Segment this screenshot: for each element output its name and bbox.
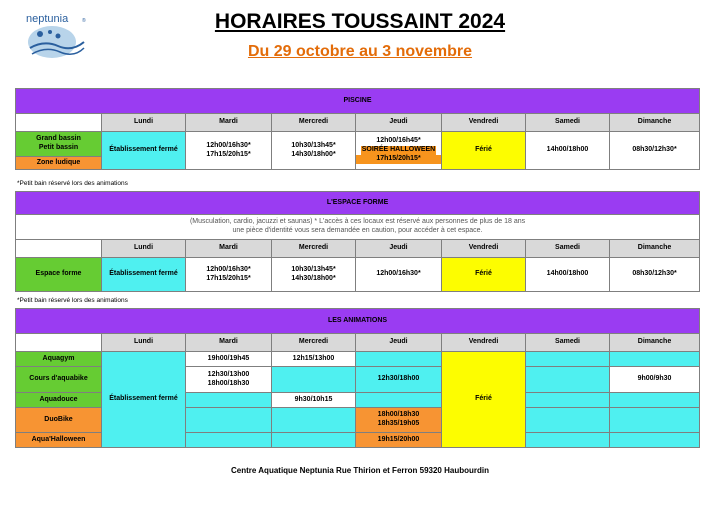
- day-dimanche: Dimanche: [610, 334, 700, 352]
- anim-cell: 12h30/18h00: [356, 367, 442, 393]
- anim-cell: [610, 352, 700, 367]
- day-mardi: Mardi: [186, 240, 272, 258]
- piscine-vendredi: Férié: [442, 132, 526, 170]
- forme-mercredi: 10h30/13h45* 14h30/18h00*: [272, 258, 356, 292]
- forme-label: Espace forme: [16, 258, 102, 292]
- animation-label: Aquagym: [16, 352, 102, 367]
- animation-label: Aquadouce: [16, 393, 102, 408]
- day-vendredi: Vendredi: [442, 114, 526, 132]
- anim-cell: 9h00/9h30: [610, 367, 700, 393]
- anim-cell: 12h15/13h00: [272, 352, 356, 367]
- day-header-row: [16, 334, 700, 352]
- day-jeudi: Jeudi: [356, 114, 442, 132]
- piscine-jeudi-3: 17h15/20h15*: [356, 155, 441, 164]
- table-row: [16, 352, 700, 367]
- day-lundi: Lundi: [102, 240, 186, 258]
- animations-banner: LES ANIMATIONS: [16, 309, 700, 334]
- header-blank: [16, 240, 102, 258]
- anim-cell: [526, 433, 610, 448]
- day-mardi: Mardi: [186, 334, 272, 352]
- anim-cell: 12h30/13h00 18h00/18h30: [186, 367, 272, 393]
- forme-desc-line1: (Musculation, cardio, jacuzzi et saunas) * L'accès à ces locaux est réservé aux personnes de plus de 18 ans: [189, 218, 526, 226]
- piscine-jeudi: [356, 132, 442, 170]
- day-samedi: Samedi: [526, 114, 610, 132]
- day-lundi: Lundi: [102, 334, 186, 352]
- halloween-event: SOIRÉE HALLOWEEN: [361, 146, 436, 154]
- anim-cell: [610, 408, 700, 433]
- anim-cell: [526, 352, 610, 367]
- animation-label: DuoBike: [16, 408, 102, 433]
- forme-description: [16, 215, 700, 240]
- day-samedi: Samedi: [526, 334, 610, 352]
- forme-vendredi: Férié: [442, 258, 526, 292]
- anim-cell: [272, 433, 356, 448]
- piscine-banner: PISCINE: [16, 89, 700, 114]
- piscine-table: [15, 88, 700, 170]
- header-blank: [16, 114, 102, 132]
- neptunia-logo: [22, 12, 90, 60]
- day-vendredi: Vendredi: [442, 334, 526, 352]
- forme-dimanche: 08h30/12h30*: [610, 258, 700, 292]
- piscine-label: [16, 132, 102, 157]
- piscine-row: [16, 132, 700, 157]
- anim-cell: [356, 393, 442, 408]
- piscine-zone-ludique: Zone ludique: [16, 157, 102, 170]
- anim-cell: [186, 408, 272, 433]
- forme-samedi: 14h00/18h00: [526, 258, 610, 292]
- page-subtitle: Du 29 octobre au 3 novembre: [247, 43, 473, 60]
- anim-cell: [526, 408, 610, 433]
- anim-cell: [610, 393, 700, 408]
- day-dimanche: Dimanche: [610, 114, 700, 132]
- anim-cell: [610, 433, 700, 448]
- day-mardi: Mardi: [186, 114, 272, 132]
- day-header-row: [16, 240, 700, 258]
- forme-lundi: Établissement fermé: [102, 258, 186, 292]
- logo-text: neptunia: [26, 13, 69, 25]
- page-title: HORAIRES TOUSSAINT 2024: [214, 10, 506, 33]
- day-vendredi: Vendredi: [442, 240, 526, 258]
- animations-table: [15, 308, 700, 448]
- forme-mardi: 12h00/16h30* 17h15/20h15*: [186, 258, 272, 292]
- logo-mark: ®: [82, 18, 86, 24]
- anim-cell: 18h00/18h30 18h35/19h05: [356, 408, 442, 433]
- piscine-mercredi: 10h30/13h45* 14h30/18h00*: [272, 132, 356, 170]
- day-jeudi: Jeudi: [356, 334, 442, 352]
- day-mercredi: Mercredi: [272, 334, 356, 352]
- animations-vendredi: Férié: [442, 352, 526, 448]
- anim-cell: [526, 393, 610, 408]
- forme-table: [15, 191, 700, 292]
- piscine-jeudi-1: 12h00/16h45*: [376, 137, 421, 145]
- day-mercredi: Mercredi: [272, 240, 356, 258]
- anim-cell: [356, 352, 442, 367]
- piscine-label-petit: Petit bassin: [38, 144, 79, 151]
- animation-label: Aqua'Halloween: [16, 433, 102, 448]
- anim-cell: [186, 393, 272, 408]
- piscine-label-grand: Grand bassin: [36, 135, 81, 143]
- day-dimanche: Dimanche: [610, 240, 700, 258]
- forme-jeudi: 12h00/16h30*: [356, 258, 442, 292]
- anim-cell: 19h00/19h45: [186, 352, 272, 367]
- forme-banner: L'ESPACE FORME: [16, 192, 700, 215]
- forme-note: *Petit bain réservé lors des animations: [17, 297, 128, 304]
- footer-address: Centre Aquatique Neptunia Rue Thirion et Ferron 59320 Haubourdin: [231, 466, 489, 475]
- animations-lundi: Établissement fermé: [102, 352, 186, 448]
- day-lundi: Lundi: [102, 114, 186, 132]
- piscine-samedi: 14h00/18h00: [526, 132, 610, 170]
- forme-row: [16, 258, 700, 292]
- piscine-mardi: 12h00/16h30* 17h15/20h15*: [186, 132, 272, 170]
- day-header-row: [16, 114, 700, 132]
- anim-cell: [526, 367, 610, 393]
- anim-cell: [186, 433, 272, 448]
- piscine-lundi: Établissement fermé: [102, 132, 186, 170]
- anim-cell: 19h15/20h00: [356, 433, 442, 448]
- day-mercredi: Mercredi: [272, 114, 356, 132]
- day-samedi: Samedi: [526, 240, 610, 258]
- animation-label: Cours d'aquabike: [16, 367, 102, 393]
- forme-desc-line2: une pièce d'identité vous sera demandée en caution, pour accéder à cet espace.: [232, 227, 483, 234]
- header-blank: [16, 334, 102, 352]
- anim-cell: [272, 367, 356, 393]
- anim-cell: 9h30/10h15: [272, 393, 356, 408]
- day-jeudi: Jeudi: [356, 240, 442, 258]
- piscine-dimanche: 08h30/12h30*: [610, 132, 700, 170]
- anim-cell: [272, 408, 356, 433]
- piscine-note: *Petit bain réservé lors des animations: [17, 180, 128, 187]
